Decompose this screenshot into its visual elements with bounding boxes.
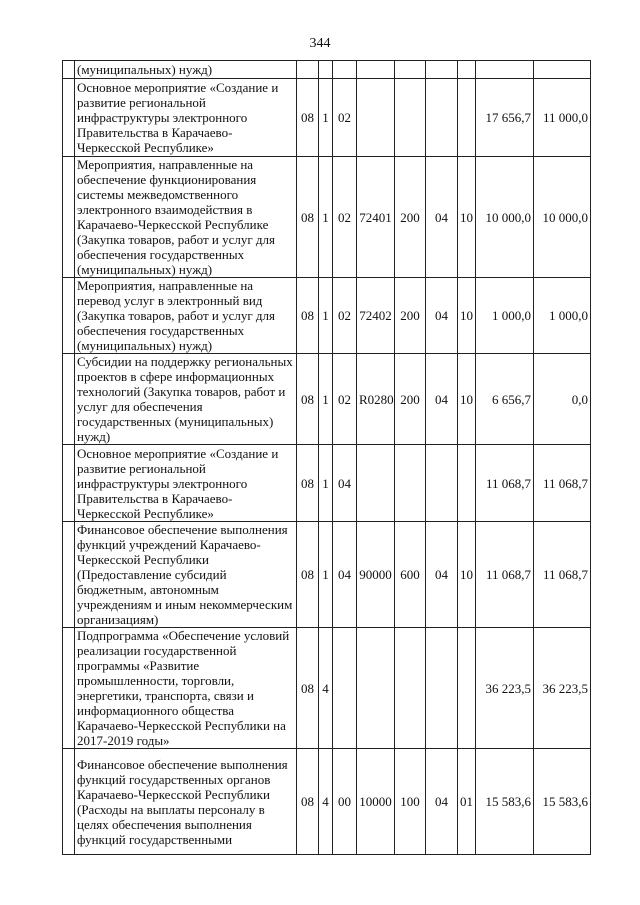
code-direction: 72402 [357,278,395,354]
code-expense-type: 600 [395,522,426,628]
table-row [63,354,591,445]
code-section: 04 [426,749,458,855]
amount-year-1: 10 000,0 [476,157,534,278]
code-subprogram: 1 [319,278,333,354]
row-description: Субсидии на поддержку региональных проектов в сфере информационных технологий (Закупка товаров, работ и услуг для обеспечения государственных (муниципальных) нужд) [75,354,297,445]
amount-year-2 [534,61,591,79]
code-subsection [458,79,476,157]
code-subsection [458,628,476,749]
code-subprogram: 1 [319,79,333,157]
row-marker-cell [63,61,75,79]
code-expense-type: 100 [395,749,426,855]
code-direction [357,79,395,157]
code-section [426,445,458,522]
code-subprogram: 1 [319,354,333,445]
code-direction: 90000 [357,522,395,628]
code-section: 04 [426,354,458,445]
row-description: Основное мероприятие «Создание и развитие региональной инфраструктуры электронного Правительства в Карачаево-Черкесской Республике» [75,445,297,522]
code-ministry: 08 [297,628,319,749]
row-marker-cell [63,79,75,157]
code-expense-type: 200 [395,278,426,354]
amount-year-1: 11 068,7 [476,445,534,522]
code-direction [357,445,395,522]
code-section [426,61,458,79]
amount-year-2: 1 000,0 [534,278,591,354]
code-subsection: 10 [458,278,476,354]
amount-year-1 [476,61,534,79]
row-marker-cell [63,445,75,522]
row-marker-cell [63,522,75,628]
code-ministry: 08 [297,354,319,445]
table-row [63,61,591,79]
code-subsection [458,61,476,79]
amount-year-2: 0,0 [534,354,591,445]
code-direction [357,628,395,749]
code-ministry: 08 [297,749,319,855]
amount-year-1: 15 583,6 [476,749,534,855]
code-subprogram: 1 [319,445,333,522]
code-section: 04 [426,522,458,628]
code-subprogram [319,61,333,79]
table-row [63,628,591,749]
amount-year-2: 11 000,0 [534,79,591,157]
table-row [63,278,591,354]
code-ministry [297,61,319,79]
row-marker-cell [63,157,75,278]
row-description: Подпрограмма «Обеспечение условий реализации государственной программы «Развитие промышленности, торговли, энергетики, транспорта, связи и информационного общества Карачаево-Черкесской Республики на 2017-2019 годы» [75,628,297,749]
code-section [426,79,458,157]
code-ministry: 08 [297,79,319,157]
code-expense-type [395,61,426,79]
table-row [63,79,591,157]
code-subsection: 01 [458,749,476,855]
code-direction: R0280 [357,354,395,445]
code-expense-type [395,445,426,522]
amount-year-2: 11 068,7 [534,522,591,628]
code-direction: 10000 [357,749,395,855]
code-expense-type: 200 [395,157,426,278]
code-measure: 02 [333,79,357,157]
row-marker-cell [63,354,75,445]
table-row [63,522,591,628]
code-ministry: 08 [297,278,319,354]
code-subprogram: 1 [319,157,333,278]
code-section [426,628,458,749]
code-ministry: 08 [297,445,319,522]
code-measure: 04 [333,522,357,628]
amount-year-1: 36 223,5 [476,628,534,749]
amount-year-2: 15 583,6 [534,749,591,855]
code-subprogram: 4 [319,628,333,749]
code-direction [357,61,395,79]
table-row [63,445,591,522]
table-row [63,157,591,278]
code-subsection: 10 [458,522,476,628]
code-measure: 04 [333,445,357,522]
code-subsection [458,445,476,522]
budget-table [62,60,591,855]
page-number: 344 [309,36,331,51]
row-description: Финансовое обеспечение выполнения функций учреждений Карачаево-Черкесской Республики (Предоставление субсидий бюджетным, автономным учреждениям и иным некоммерческим организациям) [75,522,297,628]
code-ministry: 08 [297,522,319,628]
amount-year-2: 11 068,7 [534,445,591,522]
row-marker-cell [63,749,75,855]
row-description: Основное мероприятие «Создание и развитие региональной инфраструктуры электронного Правительства в Карачаево-Черкесской Республике» [75,79,297,157]
code-expense-type [395,628,426,749]
amount-year-1: 6 656,7 [476,354,534,445]
row-description: Финансовое обеспечение выполнения функций государственных органов Карачаево-Черкесской Республики (Расходы на выплаты персоналу в целях обеспечения выполнения функций государственными [75,749,297,855]
code-measure: 02 [333,157,357,278]
code-expense-type [395,79,426,157]
amount-year-2: 10 000,0 [534,157,591,278]
code-expense-type: 200 [395,354,426,445]
code-measure: 02 [333,354,357,445]
amount-year-1: 17 656,7 [476,79,534,157]
amount-year-1: 11 068,7 [476,522,534,628]
amount-year-1: 1 000,0 [476,278,534,354]
row-marker-cell [63,628,75,749]
table-row [63,749,591,855]
code-subprogram: 1 [319,522,333,628]
code-measure [333,628,357,749]
code-subprogram: 4 [319,749,333,855]
code-subsection: 10 [458,354,476,445]
row-description: Мероприятия, направленные на обеспечение функционирования системы межведомственного электронного взаимодействия в Карачаево-Черкесской Республике (Закупка товаров, работ и услуг для обеспечения государственных (муниципальных) нужд) [75,157,297,278]
code-section: 04 [426,157,458,278]
code-subsection: 10 [458,157,476,278]
code-measure: 02 [333,278,357,354]
row-description: (муниципальных) нужд) [75,61,297,79]
code-measure [333,61,357,79]
code-direction: 72401 [357,157,395,278]
code-ministry: 08 [297,157,319,278]
row-marker-cell [63,278,75,354]
code-section: 04 [426,278,458,354]
amount-year-2: 36 223,5 [534,628,591,749]
row-description: Мероприятия, направленные на перевод услуг в электронный вид (Закупка товаров, работ и услуг для обеспечения государственных (муниципальных) нужд) [75,278,297,354]
code-measure: 00 [333,749,357,855]
